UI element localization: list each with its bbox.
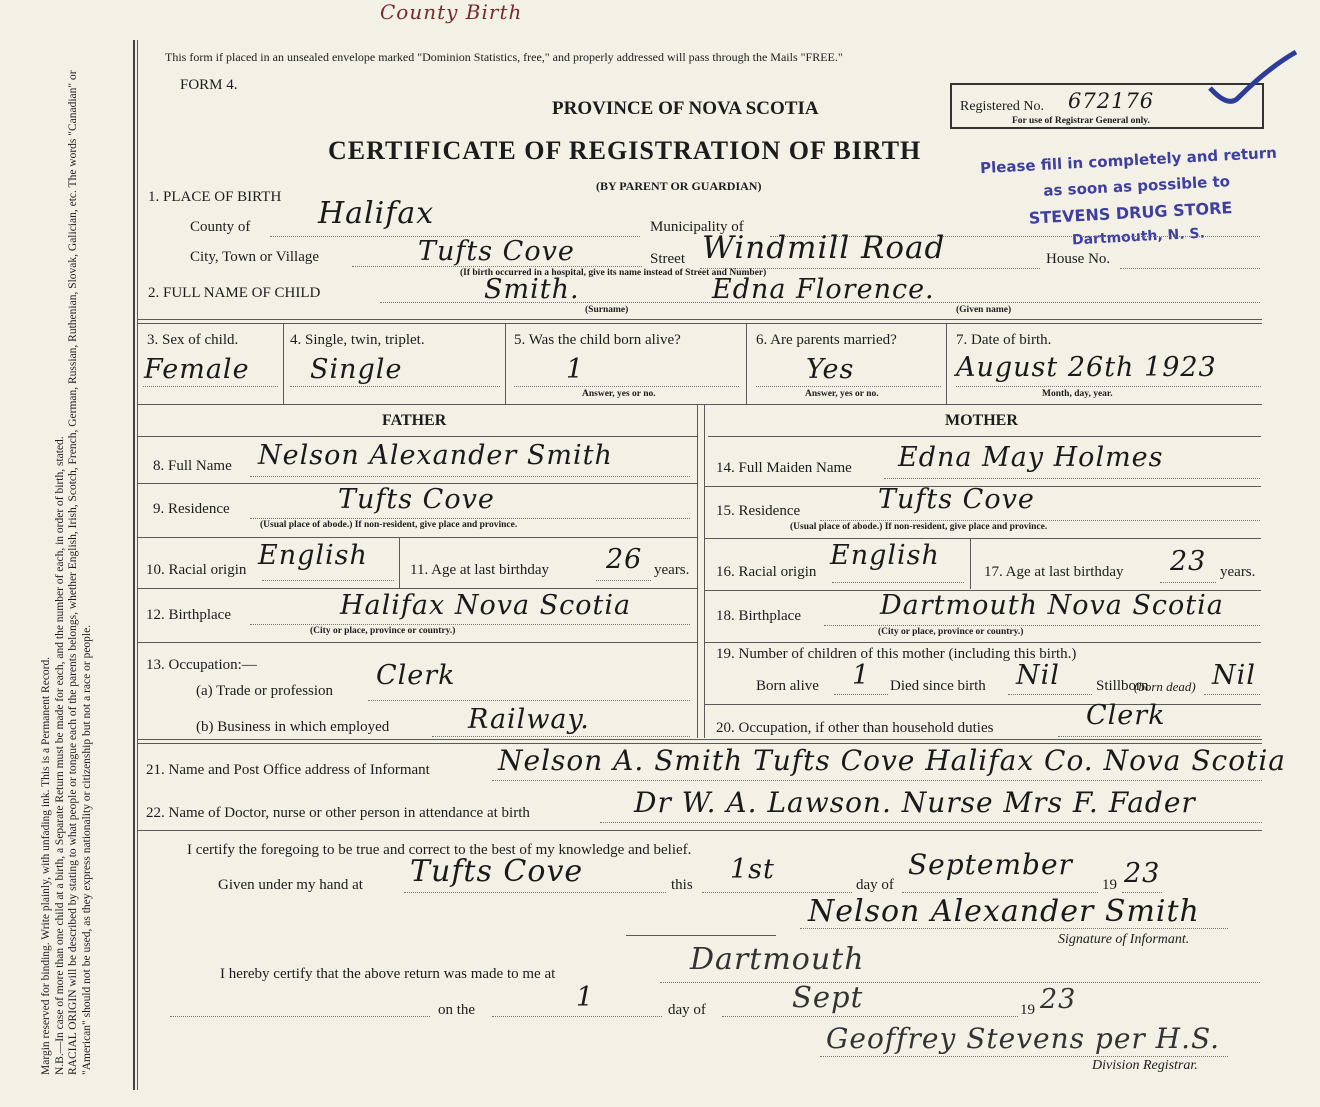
given-under-label: Given under my hand at	[218, 877, 363, 893]
trade-value: Clerk	[376, 660, 456, 691]
doctor-label: 22. Name of Doctor, nurse or other person in attendance at birth	[146, 805, 530, 821]
stamp-line-1: Please fill in completely and return	[979, 143, 1278, 178]
city-value: Tufts Cove	[418, 236, 575, 267]
mother-residence-label: 15. Residence	[716, 503, 801, 519]
mother-occupation-label: 20. Occupation, if other than household duties	[716, 720, 994, 736]
top-annotation: County Birth	[380, 0, 523, 24]
surname-caption: (Surname)	[585, 305, 629, 315]
mother-birthplace-caption: (City or place, province or country.)	[878, 627, 1024, 637]
received-year-value: 23	[1040, 984, 1077, 1015]
division-registrar-caption: Division Registrar.	[1092, 1058, 1198, 1073]
father-name-value: Nelson Alexander Smith	[258, 440, 613, 471]
date-birth-value: August 26th 1923	[956, 352, 1217, 383]
full-name-child-label: 2. FULL NAME OF CHILD	[148, 285, 321, 301]
signature-informant-caption: Signature of Informant.	[1058, 932, 1190, 947]
date-birth-label: 7. Date of birth.	[956, 332, 1052, 348]
hereby-certify-text: I hereby certify that the above return was made to me at	[220, 966, 556, 982]
registered-number: 672176	[1068, 89, 1155, 113]
born-dead-label: (born dead)	[1134, 679, 1196, 694]
certify-text: I certify the foregoing to be true and correct to the best of my knowledge and belief.	[187, 842, 692, 858]
married-label: 6. Are parents married?	[756, 332, 897, 348]
mother-occupation-value: Clerk	[1086, 700, 1166, 731]
given-this-label: this	[671, 877, 693, 893]
place-of-birth-label: 1. PLACE OF BIRTH	[148, 189, 282, 205]
born-alive-label: 5. Was the child born alive?	[514, 332, 681, 348]
mother-name-label: 14. Full Maiden Name	[716, 460, 852, 476]
doctor-value: Dr W. A. Lawson. Nurse Mrs F. Fader	[634, 786, 1196, 819]
margin-binding-note: Margin reserved for binding. Write plainly, with unfading ink. This is a Permanent Record.	[40, 656, 52, 1075]
given-day-value: 1st	[730, 854, 775, 885]
registered-note: For use of Registrar General only.	[1012, 116, 1150, 126]
father-birthplace-label: 12. Birthplace	[146, 607, 231, 623]
mother-age-value: 23	[1170, 546, 1207, 577]
return-stamp	[975, 137, 1300, 264]
municipality-label: Municipality of	[650, 219, 744, 235]
business-label: (b) Business in which employed	[196, 719, 390, 735]
street-label: Street	[650, 251, 685, 267]
given-at-value: Tufts Cove	[410, 854, 584, 889]
died-since-label: Died since birth	[890, 678, 986, 694]
father-residence-label: 9. Residence	[153, 501, 230, 517]
form-number: FORM 4.	[180, 77, 238, 93]
county-label: County of	[190, 219, 251, 235]
mother-age-label: 17. Age at last birthday	[984, 564, 1124, 580]
province-heading: PROVINCE OF NOVA SCOTIA	[552, 98, 819, 119]
occupation-label: 13. Occupation:—	[146, 657, 257, 673]
margin-racial-note: RACIAL ORIGIN will be described by stating to what people or tongue each of the parents belongs, whether English, Irish, Scotch, French, German, Russian, Ruthenian, Slovak, Galician, etc. The words "Canadian" or "American" should not be used, as they express nationality or citizenship but not a race or people.	[67, 70, 93, 1075]
child-given-name-value: Edna Florence.	[712, 274, 935, 305]
stamp-line-4: Dartmouth, N. S.	[1071, 225, 1206, 249]
single-value: Single	[310, 354, 403, 385]
married-caption: Answer, yes or no.	[805, 389, 879, 399]
given-year-value: 23	[1124, 858, 1161, 889]
received-year-prefix: 19	[1020, 1002, 1035, 1018]
father-birthplace-caption: (City or place, province or country.)	[310, 626, 456, 636]
father-residence-value: Tufts Cove	[338, 484, 495, 515]
stamp-line-3: STEVENS DRUG STORE	[1028, 198, 1233, 228]
mother-residence-caption: (Usual place of abode.) If non-resident, give place and province.	[790, 522, 1048, 532]
stamp-line-2: as soon as possible to	[1042, 172, 1231, 200]
on-day-of-label: day of	[668, 1002, 706, 1018]
received-day-value: 1	[576, 982, 595, 1013]
given-name-caption: (Given name)	[956, 305, 1012, 315]
father-age-value: 26	[606, 544, 643, 575]
place-of-birth-county-value: Halifax	[318, 196, 435, 231]
father-residence-caption: (Usual place of abode.) If non-resident, give place and province.	[260, 520, 518, 530]
registered-label: Registered No.	[960, 99, 1044, 114]
informant-label: 21. Name and Post Office address of Informant	[146, 762, 430, 778]
born-alive-caption: Answer, yes or no.	[582, 389, 656, 399]
informant-signature: Nelson Alexander Smith	[808, 894, 1200, 929]
informant-value: Nelson A. Smith Tufts Cove Halifax Co. Nova Scotia	[498, 744, 1286, 777]
on-the-label: on the	[438, 1002, 476, 1018]
married-value: Yes	[806, 354, 855, 385]
certificate-subtitle: (BY PARENT OR GUARDIAN)	[596, 179, 762, 193]
received-month-value: Sept	[792, 980, 864, 1014]
mother-racial-value: English	[830, 540, 940, 571]
given-day-of-label: day of	[856, 877, 894, 893]
father-age-label: 11. Age at last birthday	[410, 562, 549, 578]
child-surname-value: Smith.	[484, 274, 580, 305]
mother-residence-value: Tufts Cove	[878, 484, 1035, 515]
died-since-value: Nil	[1016, 660, 1060, 691]
sex-label: 3. Sex of child.	[147, 332, 239, 348]
mother-name-value: Edna May Holmes	[898, 442, 1164, 473]
house-no-label: House No.	[1046, 251, 1111, 267]
father-name-label: 8. Full Name	[153, 458, 232, 474]
margin-nb-note: N.B.—In case of more than one child at a birth, a Separate Return must be made for each, and the number of each, in order of birth, stated.	[53, 436, 66, 1075]
born-alive-count-value: 1	[852, 660, 871, 691]
stillborn-label: Stillborn	[1096, 678, 1149, 694]
father-racial-label: 10. Racial origin	[146, 562, 247, 578]
check-mark-icon	[1208, 48, 1298, 108]
given-year-prefix: 19	[1102, 877, 1117, 893]
trade-label: (a) Trade or profession	[196, 683, 334, 699]
street-value: Windmill Road	[702, 230, 946, 266]
received-at-value: Dartmouth	[690, 942, 865, 977]
mother-racial-label: 16. Racial origin	[716, 564, 817, 580]
hospital-note: (If birth occurred in a hospital, give its name instead of Street and Number)	[460, 268, 767, 278]
children-label: 19. Number of children of this mother (including this birth.)	[716, 646, 1077, 662]
born-alive-value: 1	[566, 354, 585, 385]
business-value: Railway.	[468, 704, 590, 735]
stillborn-value: Nil	[1212, 660, 1256, 691]
mail-notice: This form if placed in an unsealed envelope marked "Dominion Statistics, free," and properly addressed will pass through the Mails "FREE."	[165, 50, 843, 64]
father-heading: FATHER	[382, 412, 447, 429]
mother-age-years: years.	[1220, 564, 1256, 580]
born-alive-count-label: Born alive	[756, 678, 819, 694]
mother-heading: MOTHER	[945, 412, 1018, 429]
sex-value: Female	[144, 354, 250, 385]
city-label: City, Town or Village	[190, 249, 320, 265]
given-month-value: September	[908, 848, 1073, 881]
date-birth-caption: Month, day, year.	[1042, 389, 1113, 399]
mother-birthplace-value: Dartmouth Nova Scotia	[880, 590, 1224, 621]
father-racial-value: English	[258, 540, 368, 571]
mother-birthplace-label: 18. Birthplace	[716, 608, 801, 624]
certificate-title: CERTIFICATE OF REGISTRATION OF BIRTH	[328, 136, 922, 165]
registrar-signature: Geoffrey Stevens per H.S.	[826, 1022, 1221, 1055]
father-age-years: years.	[654, 562, 690, 578]
single-label: 4. Single, twin, triplet.	[290, 332, 425, 348]
father-birthplace-value: Halifax Nova Scotia	[340, 590, 632, 621]
